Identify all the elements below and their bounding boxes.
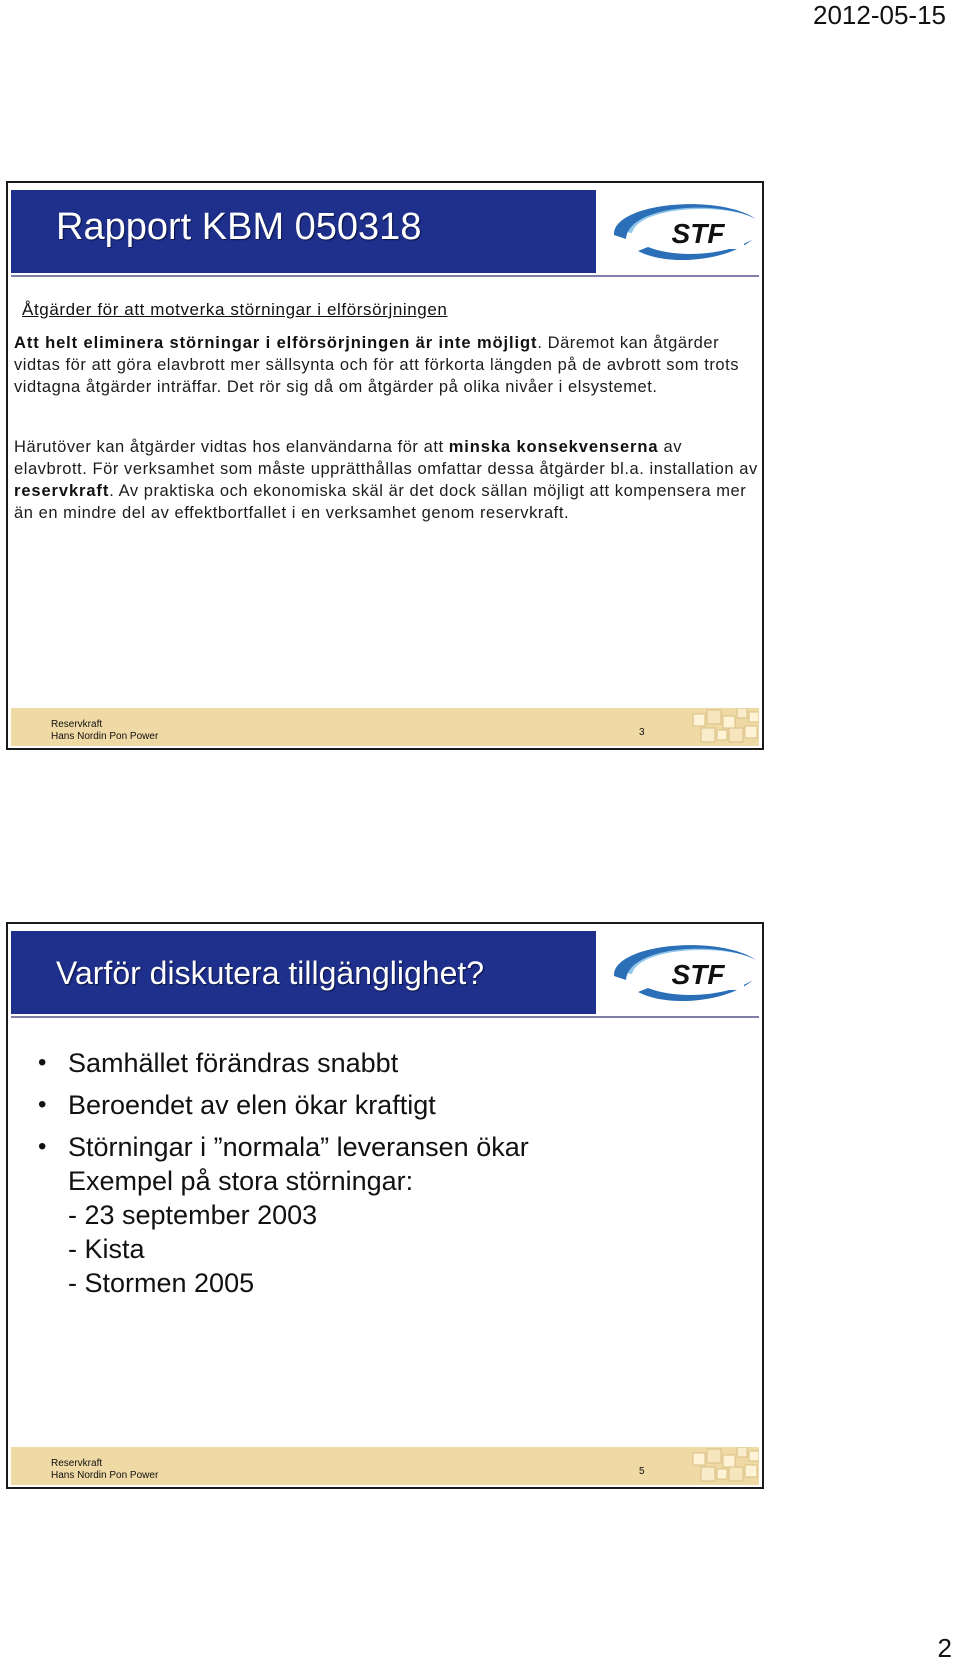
stf-logo-icon	[608, 193, 758, 268]
footer-author: Hans Nordin Pon Power	[51, 1470, 159, 1481]
bullet-dot-icon: •	[38, 1049, 47, 1076]
paragraph-2	[14, 436, 758, 524]
slide-title: Varför diskutera tillgänglighet?	[56, 955, 485, 991]
page-date: 2012-05-15	[813, 0, 946, 30]
stf-logo-icon	[608, 934, 758, 1009]
example-line: - Stormen 2005	[68, 1268, 255, 1298]
footer-topic: Reservkraft	[51, 719, 103, 730]
bullet-item: • Samhället förändras snabbt	[38, 1048, 399, 1078]
slide-footer	[11, 1447, 759, 1485]
slide-number: 3	[639, 727, 645, 738]
paragraph-1-text: . Däremot kan åtgärder vidtas för att göra elavbrott mer sällsynta och för att förkorta längden på de avbrott som trots vidtagna åtgärder inträffar. Det rör sig då om åtgärder på olika nivåer i elsystemet.	[14, 334, 740, 396]
slide-5	[6, 922, 764, 1489]
squares-decoration-icon	[689, 1447, 759, 1485]
example-line: - Kista	[68, 1234, 145, 1264]
svg-text:STF: STF	[671, 218, 725, 249]
paragraph-1-bold: Att helt eliminera störningar i elförsörjningen är inte möjligt	[14, 334, 538, 352]
paragraph-1	[14, 332, 758, 398]
header-divider	[11, 275, 759, 277]
title-bar	[11, 931, 596, 1014]
slide-3	[6, 181, 764, 750]
footer-topic: Reservkraft	[51, 1458, 103, 1469]
svg-text:STF: STF	[671, 959, 725, 990]
slide-subtitle: Åtgärder för att motverka störningar i elförsörjningen	[22, 300, 448, 319]
paragraph-2-bold2: reservkraft	[14, 482, 110, 500]
paragraph-2-part1: Härutöver kan åtgärder vidtas hos elanvändarna för att	[14, 438, 449, 456]
examples-heading: Exempel på stora störningar:	[68, 1166, 414, 1196]
bullet-item: • Störningar i ”normala” leveransen ökar Exempel på stora störningar: - 23 september 2003 - Kista - Stormen 2005	[38, 1130, 698, 1300]
page-number: 2	[937, 1633, 952, 1663]
bullet-dot-icon: •	[38, 1133, 47, 1160]
bullet-item: • Beroendet av elen ökar kraftigt	[38, 1090, 436, 1120]
bullet-dot-icon: •	[38, 1091, 47, 1118]
title-bar	[11, 190, 596, 273]
example-line: - 23 september 2003	[68, 1200, 318, 1230]
paragraph-2-bold1: minska konsekvenserna	[448, 438, 659, 456]
bullet-list	[38, 1046, 698, 1308]
slide-title: Rapport KBM 050318	[56, 206, 422, 248]
paragraph-2-part2: av elavbrott. För verksamhet som måste upprätthållas omfattar dessa åtgärder bl.a. installation av	[14, 438, 758, 478]
paragraph-2-part3: . Av praktiska och ekonomiska skäl är det dock sällan möjligt att kompensera mer än en mindre del av effektbortfallet i en verksamhet genom reservkraft.	[14, 482, 747, 522]
header-divider	[11, 1016, 759, 1018]
slide-number: 5	[639, 1466, 645, 1477]
squares-decoration-icon	[689, 708, 759, 746]
slide-footer	[11, 708, 759, 746]
footer-author: Hans Nordin Pon Power	[51, 731, 159, 742]
